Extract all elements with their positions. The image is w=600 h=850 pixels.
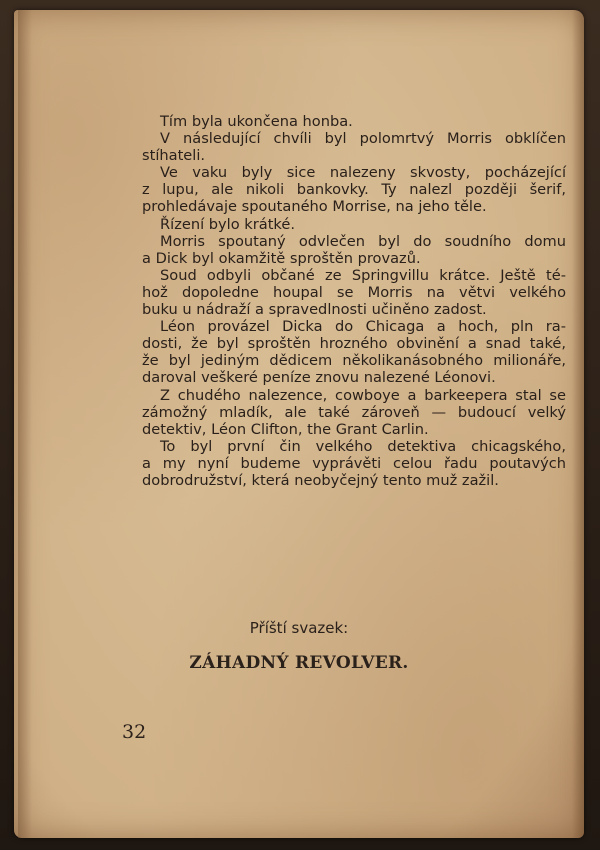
text-line: z lupu, ale nikoli bankovky. Ty nalezl později šerif, — [142, 181, 566, 199]
text-line: buku u nádraží a spravedlnosti učiněno zadost. — [142, 301, 487, 319]
text-line: a my nyní budeme vyprávěti celou řadu poutavých — [142, 454, 566, 472]
text-line: Tím byla ukončena honba. — [160, 113, 353, 130]
text-line: detektiv, Léon Clifton, the Grant Carlin. — [142, 420, 429, 438]
body-text — [142, 113, 566, 489]
text-line: že byl jediným dědicem několikanásobného milionáře, — [142, 352, 566, 370]
next-issue-title: ZÁHADNÝ REVOLVER. — [189, 653, 409, 673]
text-line: Řízení bylo krátké. — [160, 215, 295, 233]
text-line: prohledávaje spoutaného Morrise, na jeho těle. — [142, 198, 487, 216]
text-line: Léon provázel Dicka do Chicaga a hoch, pln ra- — [160, 318, 566, 336]
text-line: To byl první čin velkého detektiva chicagského, — [160, 437, 566, 455]
text-line: V následující chvíli byl polomrtvý Morris obklíčen — [160, 130, 566, 148]
text-line: zámožný mladík, ale také zároveň — budoucí velký — [142, 403, 566, 421]
text-line: daroval veškeré peníze znovu nalezené Léonovi. — [142, 369, 496, 387]
text-line: Ve vaku byly sice nalezeny skvosty, pocházející — [160, 164, 566, 182]
text-line: dosti, že byl sproštěn hrozného obvinění a snad také, — [142, 335, 566, 353]
book-page — [14, 10, 584, 838]
next-issue-label: Příští svazek: — [249, 619, 349, 637]
text-line: hož dopoledne houpal se Morris na větvi velkého — [142, 283, 566, 301]
text-line: a Dick byl okamžitě sproštěn provazů. — [142, 249, 421, 267]
text-line: Soud odbyli občané ze Springvillu krátce. Ještě té- — [160, 266, 566, 284]
text-line: dobrodružství, která neobyčejný tento muž zažil. — [142, 471, 499, 489]
page-number: 32 — [122, 721, 147, 743]
text-line: Z chudého nalezence, cowboye a barkeepera stal se — [160, 386, 566, 404]
text-line: Morris spoutaný odvlečen byl do soudního domu — [160, 232, 566, 250]
text-line: stíhateli. — [142, 147, 206, 165]
